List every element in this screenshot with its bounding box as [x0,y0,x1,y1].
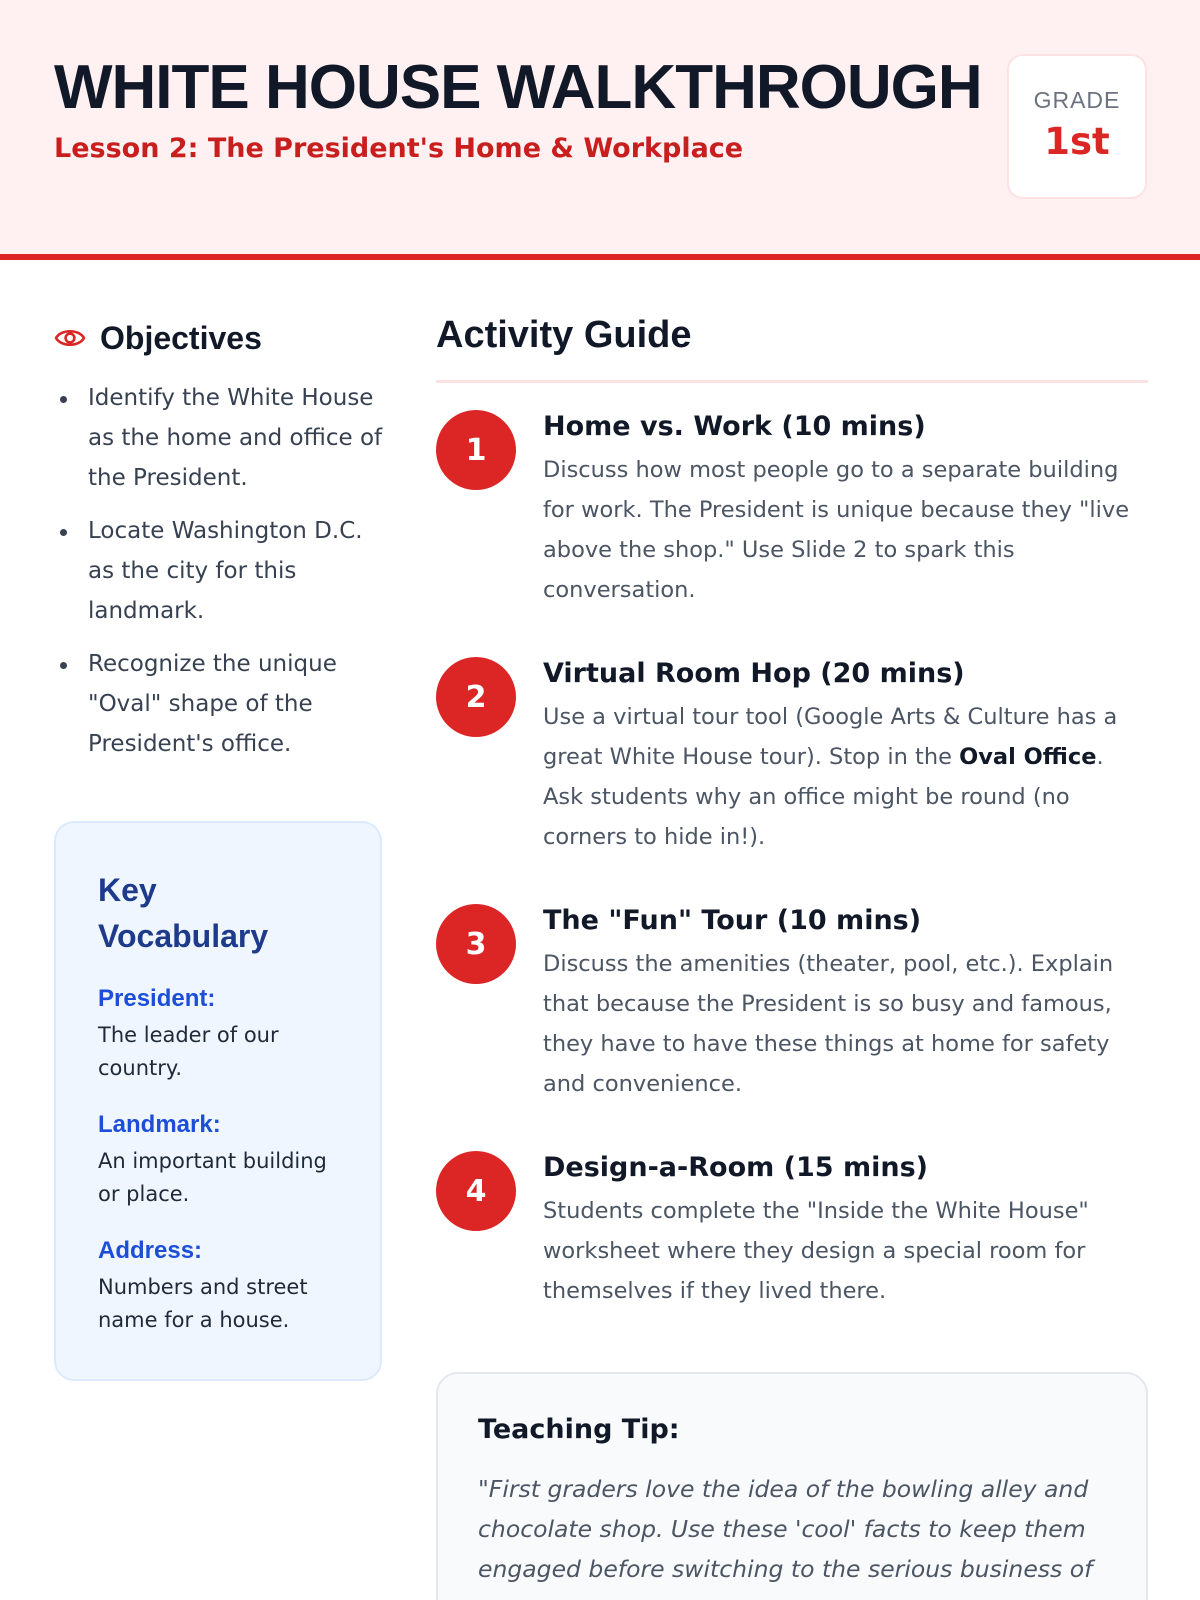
step-content [543,657,1148,857]
step-content [543,410,1148,610]
step-content [543,904,1148,1104]
page-header [0,0,1200,260]
step-description: Students complete the "Inside the White House" worksheet where they design a special room for themselves if they lived there. [543,1198,1089,1304]
step-description: Discuss how most people go to a separate building for work. The President is unique because they "live above the shop." Use Slide 2 to spark this conversation. [543,457,1130,603]
vocabulary-item [98,1111,340,1211]
grade-badge [1007,54,1147,199]
step-description [543,697,1148,857]
vocabulary-term: Address: [98,1237,203,1264]
objectives-title: Objectives [100,319,262,356]
key-vocabulary-card [54,821,382,1381]
activity-guide-heading: Activity Guide [436,314,692,356]
vocabulary-item [98,985,340,1085]
step-title: Home vs. Work (10 mins) [543,411,926,442]
vocabulary-definition: The leader of our country. [98,1023,279,1080]
vocabulary-title: Key Vocabulary [98,872,269,954]
step-number-badge: 3 [436,904,516,984]
teaching-tip-card [436,1372,1148,1600]
step-title: The "Fun" Tour (10 mins) [543,905,922,936]
objectives-list [54,378,384,777]
list-item: Identify the White House as the home and office of the President. [54,378,384,498]
step-number-badge: 2 [436,657,516,737]
oval-office-emphasis: Oval Office [959,744,1097,770]
vocabulary-item [98,1237,340,1337]
step-number-badge: 4 [436,1151,516,1231]
page-title: WHITE HOUSE WALKTHROUGH [54,53,982,122]
step-title: Virtual Room Hop (20 mins) [543,658,965,689]
step-text-before: Use a virtual tour tool (Google Arts & Culture has a great White House tour). Stop in the [543,704,1118,770]
teaching-tip-text: "First graders love the idea of the bowling alley and chocolate shop. Use these 'cool' facts to keep them engaged before switching to the serious business of [478,1475,1093,1583]
step-description: Discuss the amenities (theater, pool, etc.). Explain that because the President is so busy and famous, they have to have these things at home for safety and convenience. [543,951,1114,1097]
step-number-badge: 1 [436,410,516,490]
vocabulary-term: Landmark: [98,1111,221,1138]
eye-icon [54,326,86,350]
lesson-subtitle: Lesson 2: The President's Home & Workplace [54,133,744,164]
objectives-heading [54,316,262,360]
list-item: Locate Washington D.C. as the city for this landmark. [54,511,384,631]
grade-label: GRADE [1033,87,1121,113]
section-divider [436,380,1148,383]
step-title: Design-a-Room (15 mins) [543,1152,928,1183]
vocabulary-definition: An important building or place. [98,1149,327,1206]
vocabulary-term: President: [98,985,216,1012]
step-content [543,1151,1148,1311]
grade-value: 1st [1044,120,1110,163]
teaching-tip-title: Teaching Tip: [478,1414,680,1445]
list-item: Recognize the unique "Oval" shape of the President's office. [54,644,384,764]
step-text-after: . Ask students why an office might be round (no corners to hide in!). [543,744,1104,850]
vocabulary-definition: Numbers and street name for a house. [98,1275,308,1332]
